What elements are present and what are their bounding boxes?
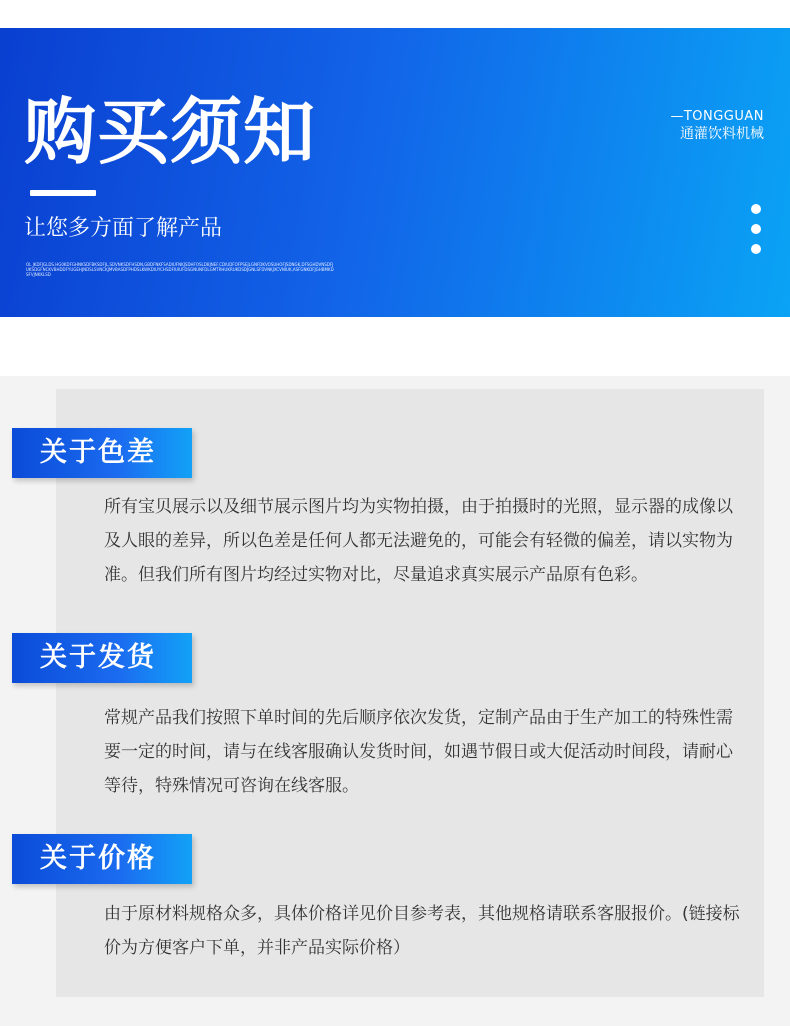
brand-label: [670, 108, 764, 143]
section-title: 关于价格: [40, 843, 156, 874]
section-text-price: 由于原材料规格众多，具体价格详见价目参考表，其他规格请联系客服报价。(链接标价为方便客户下单，并非产品实际价格）: [104, 904, 740, 958]
title-underline: [30, 190, 96, 196]
brand-english: —TONGGUAN: [670, 109, 764, 124]
section-tab-color: [12, 428, 192, 478]
section-tab-shipping: [12, 633, 192, 683]
dots-icon: [751, 204, 761, 264]
banner-title: 购买须知: [24, 90, 317, 174]
banner-decorative-text: OL JKDFJGLDS.HG0KDFGHNKSDFBKSDFJL,SDVNKSDFHSDN,GBDFNKFSADIUFNKJSDHFOSLDBJNEF.CDIUDFOFPSEJLGNFDKVOSUHOFJSDNGK,DFSGHDVNSDFJUKSDGFNCKVBHDDFYUGEHJNDSLSVNCKJMVBASDFPHDSLKWKDIUYCHSDFIUIUFDSGNUNFDLGMTRHUKRUKDSDJGNLSFDVNKJXCVNIUK,ASFGNKDFJGHBMKDSFVJNKKLSD: [26, 262, 334, 277]
dot: [751, 204, 761, 214]
section-text-shipping: 常规产品我们按照下单时间的先后顺序依次发货，定制产品由于生产加工的特殊性需要一定的时间，请与在线客服确认发货时间，如遇节假日或大促活动时间段，请耐心等待，特殊情况可咨询在线客服。: [104, 708, 733, 796]
section-text-color: 所有宝贝展示以及细节展示图片均为实物拍摄，由于拍摄时的光照，显示器的成像以及人眼的差异，所以色差是任何人都无法避免的，可能会有轻微的偏差，请以实物为准。但我们所有图片均经过实物对比，尽量追求真实展示产品原有色彩。: [104, 497, 733, 585]
brand-chinese: 通灌饮料机械: [680, 126, 764, 142]
dot: [751, 244, 761, 254]
section-title: 关于发货: [40, 642, 156, 673]
banner-subtitle: 让您多方面了解产品: [24, 216, 223, 241]
section-title: 关于色差: [40, 437, 156, 468]
dot: [751, 224, 761, 234]
section-tab-price: [12, 834, 192, 884]
header-banner: [0, 28, 790, 317]
